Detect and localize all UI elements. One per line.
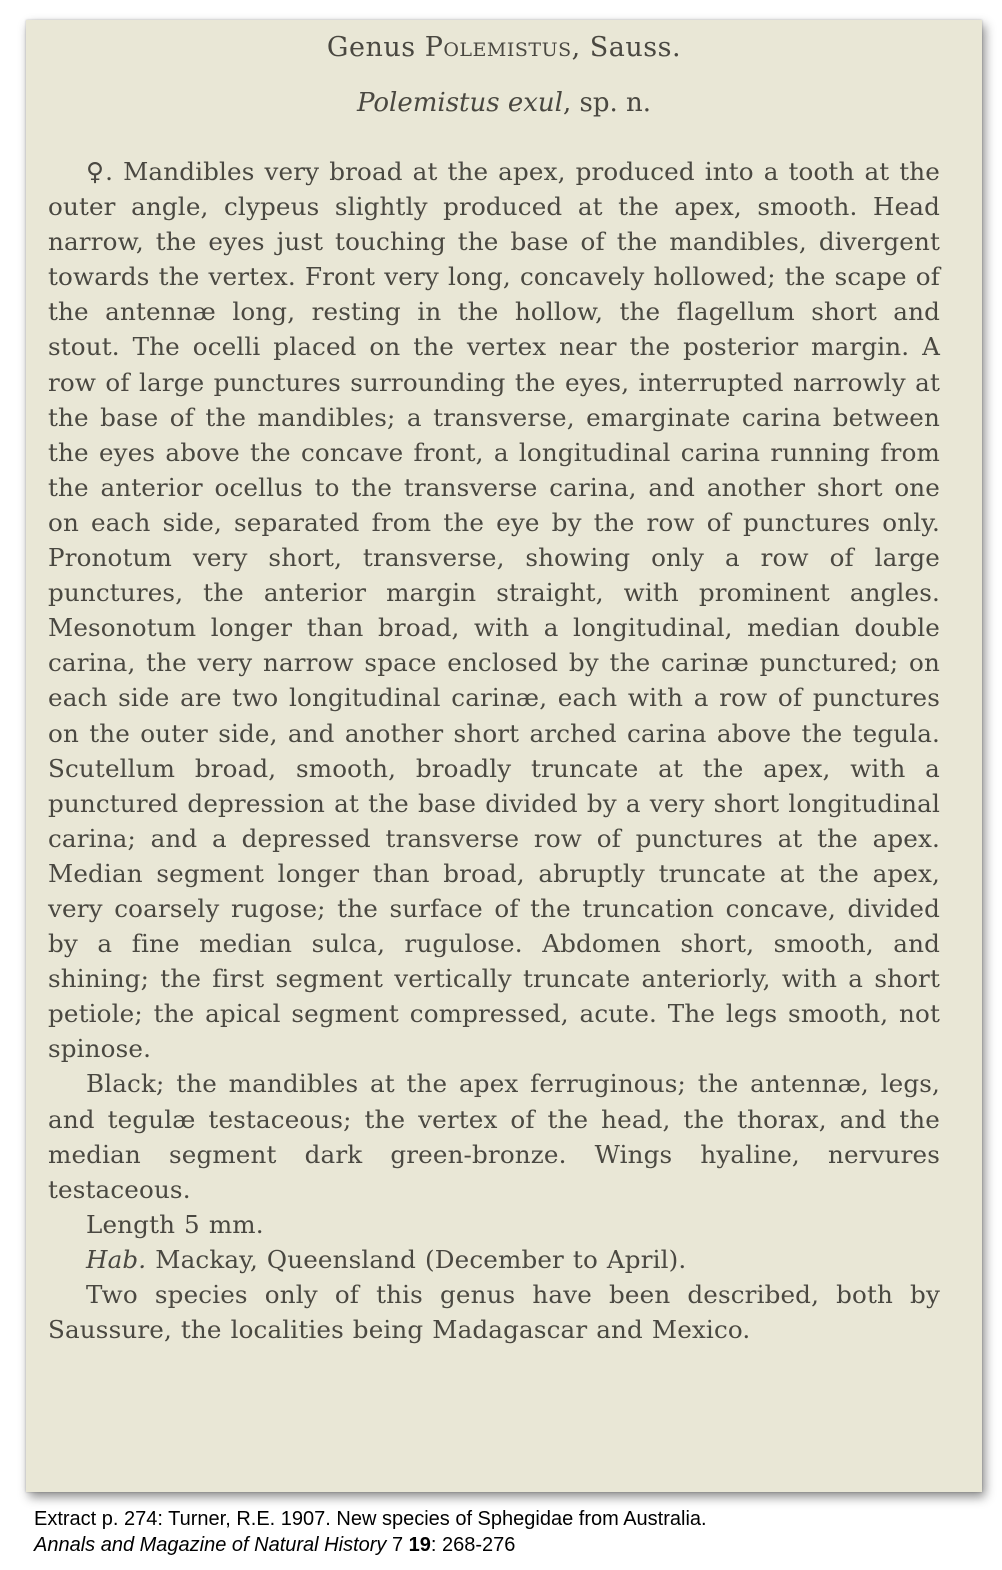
caption-line-2 xyxy=(34,1532,707,1558)
description-body xyxy=(48,154,940,1347)
caption-line-1: Extract p. 274: Turner, R.E. 1907. New species of Sphegidae from Australia. xyxy=(34,1508,707,1530)
caption-series: 7 xyxy=(386,1534,409,1556)
caption-volume: 19 xyxy=(408,1534,431,1556)
length-paragraph: Length 5 mm. xyxy=(86,1209,264,1239)
habitat-text: Mackay, Queensland (December to April). xyxy=(146,1244,687,1274)
source-caption xyxy=(34,1506,707,1558)
species-status: , sp. n. xyxy=(562,88,652,118)
genus-heading xyxy=(26,32,982,63)
habitat-label: Hab. xyxy=(86,1244,147,1274)
description-paragraph: ♀. Mandibles very broad at the apex, produced into a tooth at the outer angle, clypeus slightly produced at the apex, smooth. Head narrow, the eyes just touching the base of the mandibles, divergent towards the vertex. Front very long, concavely hollowed; the scape of the antennæ long, resting in the hollow, the flagellum short and stout. The ocelli placed on the vertex near the posterior margin. A row of large punctures surrounding the eyes, interrupted narrowly at the base of the mandibles; a transverse, emarginate carina between the eyes above the concave front, a longitudinal carina running from the anterior ocellus to the transverse carina, and another short one on each side, separated from the eye by the row of punctures only. Pronotum very short, transverse, showing only a row of large punctures, the anterior margin straight, with prominent angles. Mesonotum longer than broad, with a longitudinal, median double carina, the very narrow space enclosed by the carinæ punctured; on each side are two longitudinal carinæ, each with a row of punctures on the outer side, and another short arched carina above the tegula. Scutellum broad, smooth, broadly truncate at the apex, with a punctured depression at the base divided by a very short longitudinal carina; and a depressed transverse row of punctures at the apex. Median segment longer than broad, abruptly truncate at the apex, very coarsely rugose; the surface of the truncation concave, divided by a fine median sulca, rugulose. Abdomen short, smooth, and shining; the first segment vertically truncate anteriorly, with a short petiole; the apical segment compressed, acute. The legs smooth, not spinose. xyxy=(48,157,940,1064)
coloration-paragraph: Black; the mandibles at the apex ferruginous; the antennæ, legs, and tegulæ testaceous; the vertex of the head, the thorax, and the median segment dark green-bronze. Wings hyaline, nervures testaceous. xyxy=(48,1069,940,1204)
habitat-paragraph xyxy=(48,1242,940,1277)
genus-name: Polemistus xyxy=(424,32,572,63)
note-paragraph: Two species only of this genus have been described, both by Saussure, the localities being Madagascar and Mexico. xyxy=(48,1280,940,1345)
caption-pages: : 268-276 xyxy=(430,1534,516,1556)
caption-journal: Annals and Magazine of Natural History xyxy=(34,1534,387,1556)
species-heading xyxy=(26,88,982,118)
species-name: Polemistus exul xyxy=(356,88,563,118)
genus-author: , Sauss. xyxy=(571,32,682,63)
genus-prefix: Genus xyxy=(326,32,425,63)
scanned-page xyxy=(26,20,982,1492)
